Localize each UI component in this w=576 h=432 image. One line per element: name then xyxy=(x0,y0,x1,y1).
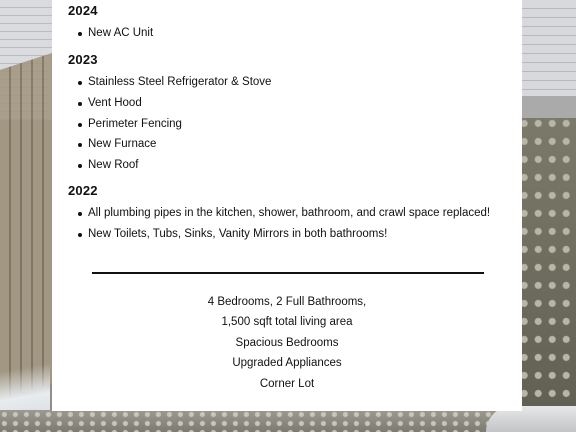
list-item: Stainless Steel Refrigerator & Stove xyxy=(78,72,271,93)
list-item: New Roof xyxy=(78,155,271,176)
yard-right xyxy=(520,118,576,432)
info-card xyxy=(52,0,522,411)
updates-list-2022 xyxy=(78,203,490,245)
home-features-list xyxy=(52,292,522,394)
feature-item: Corner Lot xyxy=(259,377,315,390)
list-item: New AC Unit xyxy=(78,23,153,44)
year-heading-2023: 2023 xyxy=(68,52,98,67)
list-item: Perimeter Fencing xyxy=(78,114,271,135)
list-item: New Furnace xyxy=(78,134,271,155)
house-foundation xyxy=(520,96,576,118)
list-item: New Toilets, Tubs, Sinks, Vanity Mirrors in both bathrooms! xyxy=(78,224,490,245)
feature-item: 1,500 sqft total living area xyxy=(221,316,353,329)
feature-item: Spacious Bedrooms xyxy=(235,336,339,349)
section-divider xyxy=(92,272,484,274)
year-heading-2024: 2024 xyxy=(68,3,98,18)
feature-item: 4 Bedrooms, 2 Full Bathrooms, xyxy=(207,296,367,308)
updates-list-2024 xyxy=(78,23,153,44)
list-item: All plumbing pipes in the kitchen, shower, bathroom, and crawl space replaced! xyxy=(78,203,490,224)
list-item: Vent Hood xyxy=(78,93,271,114)
year-heading-2022: 2022 xyxy=(68,183,98,198)
feature-item: Upgraded Appliances xyxy=(232,357,342,370)
updates-list-2023 xyxy=(78,72,271,176)
